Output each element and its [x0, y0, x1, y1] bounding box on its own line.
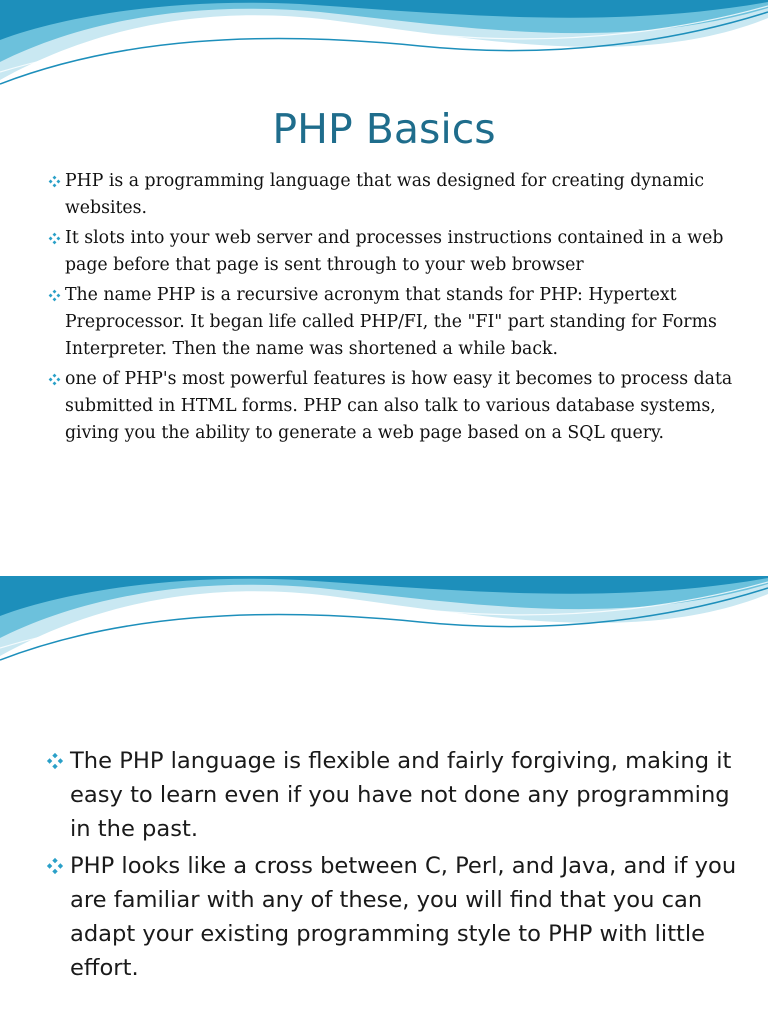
bullet-text: PHP is a programming language that was designed for creating dynamic websites.: [65, 171, 705, 218]
bullet-text: The PHP language is flexible and fairly forgiving, making it easy to learn even if you have not done any programming in the past.: [70, 748, 732, 842]
slide-2: [0, 576, 768, 1024]
list-item: [48, 225, 738, 279]
diamond-bullet-icon: [46, 857, 64, 875]
list-item: [46, 849, 746, 985]
diamond-bullet-icon: [48, 289, 61, 302]
bullet-text: It slots into your web server and processes instructions contained in a web page before that page is sent through to your web browser: [65, 228, 724, 275]
diamond-bullet-icon: [48, 373, 61, 386]
bullet-text: The name PHP is a recursive acronym that stands for PHP: Hypertext Preprocessor. It began life called PHP/FI, the "FI" part standing for Forms Interpreter. Then the name was shortened a while back.: [65, 285, 717, 359]
wave-header-decoration: [0, 576, 768, 666]
slide-title: PHP Basics: [272, 105, 496, 153]
bullet-text: PHP looks like a cross between C, Perl, and Java, and if you are familiar with any of these, you will find that you can adapt your existing programming style to PHP with little effort.: [70, 853, 737, 981]
wave-header-decoration: [0, 0, 768, 90]
bullet-list: [48, 168, 738, 450]
diamond-bullet-icon: [48, 175, 61, 188]
bullet-text: one of PHP's most powerful features is how easy it becomes to process data submitted in HTML forms. PHP can also talk to various database systems, giving you the ability to generate a web page based on a SQL query.: [65, 369, 733, 443]
bullet-list: [46, 744, 746, 988]
list-item: [48, 366, 738, 447]
list-item: [48, 282, 738, 363]
diamond-bullet-icon: [46, 752, 64, 770]
diamond-bullet-icon: [48, 232, 61, 245]
list-item: [46, 744, 746, 846]
list-item: [48, 168, 738, 222]
